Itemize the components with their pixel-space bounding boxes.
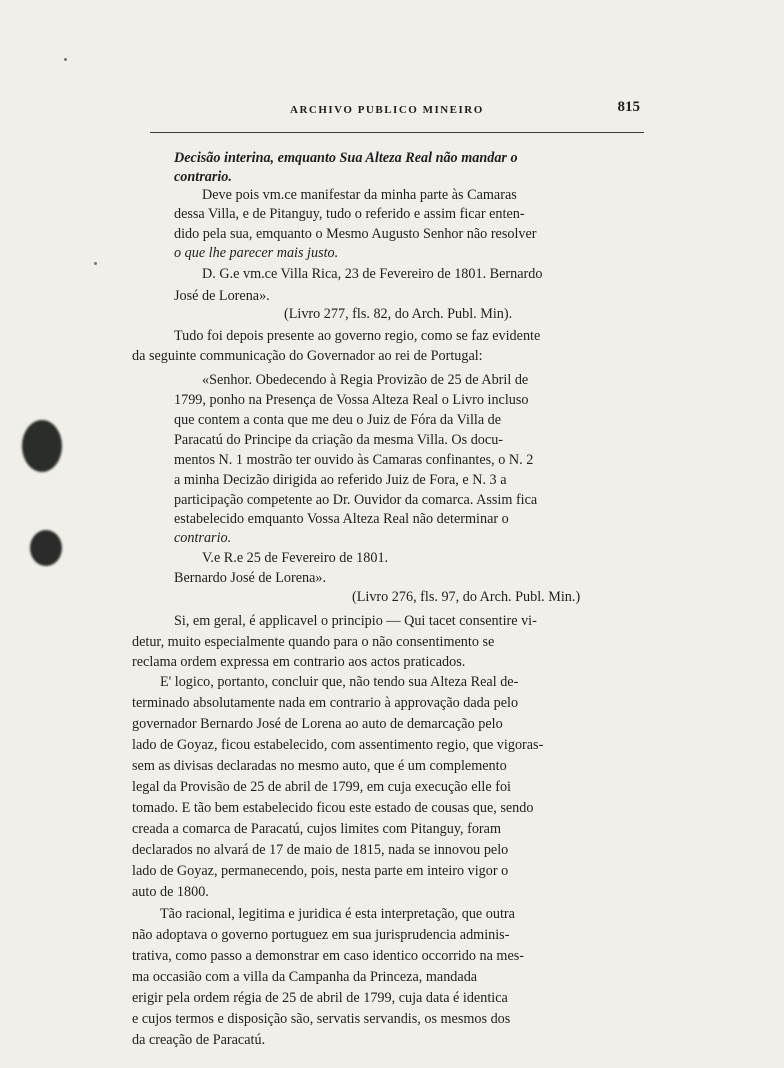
text-line: da creação de Paracatú. xyxy=(132,1032,266,1048)
text-line: auto de 1800. xyxy=(132,884,209,900)
text-line: não adoptava o governo portuguez em sua jurisprudencia adminis- xyxy=(132,927,510,943)
text-line: dessa Villa, e de Pitanguy, tudo o referido e assim ficar enten- xyxy=(174,206,525,222)
ink-blot xyxy=(22,420,62,472)
text-line: detur, muito especialmente quando para o não consentimento se xyxy=(132,634,495,650)
text-line: o que lhe parecer mais justo. xyxy=(174,245,339,261)
text-line: Tão racional, legitima e juridica é esta interpretação, que outra xyxy=(160,906,515,922)
text-line: creada a comarca de Paracatú, cujos limites com Pitanguy, foram xyxy=(132,821,501,837)
text-line: ma occasião com a villa da Campanha da Princeza, mandada xyxy=(132,969,478,985)
quote-line: «Senhor. Obedecendo à Regia Provizão de 25 de Abril de xyxy=(202,372,529,388)
quote-line: Paracatú do Principe da criação da mesma Villa. Os docu- xyxy=(174,432,504,448)
text-line: declarados no alvará de 17 de maio de 1815, nada se innovou pelo xyxy=(132,842,509,858)
text-line: lado de Goyaz, ficou estabelecido, com assentimento regio, que vigoras- xyxy=(132,737,544,753)
text-line: contrario. xyxy=(174,169,232,185)
text-line: Tudo foi depois presente ao governo regio, como se faz evidente xyxy=(174,328,541,344)
quote-line: Bernardo José de Lorena». xyxy=(174,570,327,586)
text-line: José de Lorena». xyxy=(174,288,270,304)
quote-line: participação competente ao Dr. Ouvidor da comarca. Assim fica xyxy=(174,492,538,508)
speck xyxy=(94,262,97,265)
ink-blot xyxy=(30,530,62,566)
text-line: Deve pois vm.ce manifestar da minha parte às Camaras xyxy=(202,187,517,203)
page-number: 815 xyxy=(617,99,640,115)
citation-line: (Livro 276, fls. 97, do Arch. Publ. Min.) xyxy=(352,589,581,605)
quote-line: a minha Decizão dirigida ao referido Juiz de Fora, e N. 3 a xyxy=(174,472,507,488)
quote-line: contrario. xyxy=(174,530,232,546)
quote-line: estabelecido emquanto Vossa Alteza Real não determinar o xyxy=(174,511,509,527)
text-line: sem as divisas declaradas no mesmo auto, que é um complemento xyxy=(132,758,507,774)
text-line: e cujos termos e disposição são, servatis servandis, os mesmos dos xyxy=(132,1011,511,1027)
text-line: Decisão interina, emquanto Sua Alteza Real não mandar o xyxy=(174,150,518,166)
text-line: reclama ordem expressa em contrario aos actos praticados. xyxy=(132,654,466,670)
text-line: D. G.e vm.ce Villa Rica, 23 de Fevereiro de 1801. Bernardo xyxy=(202,266,543,282)
text-line: erigir pela ordem régia de 25 de abril de 1799, cuja data é identica xyxy=(132,990,508,1006)
quote-line: 1799, ponho na Presença de Vossa Alteza Real o Livro incluso xyxy=(174,392,529,408)
citation-line: (Livro 277, fls. 82, do Arch. Publ. Min). xyxy=(284,306,513,322)
quote-line: V.e R.e 25 de Fevereiro de 1801. xyxy=(202,550,389,566)
quote-line: mentos N. 1 mostrão ter ouvido às Camaras confinantes, o N. 2 xyxy=(174,452,534,468)
text-line: trativa, como passo a demonstrar em caso identico occorrido na mes- xyxy=(132,948,524,964)
speck xyxy=(64,58,67,61)
text-line: terminado absolutamente nada em contrario à approvação dada pelo xyxy=(132,695,519,711)
text-line: tomado. E tão bem estabelecido ficou este estado de cousas que, sendo xyxy=(132,800,534,816)
text-line: dido pela sua, emquanto o Mesmo Augusto Senhor não resolver xyxy=(174,226,537,242)
quote-line: que contem a conta que me deu o Juiz de Fóra da Villa de xyxy=(174,412,502,428)
page-header xyxy=(150,96,644,133)
text-line: lado de Goyaz, permanecendo, pois, nesta parte em inteiro vigor o xyxy=(132,863,509,879)
running-title: ARCHIVO PUBLICO MINEIRO xyxy=(290,104,484,116)
text-line: governador Bernardo José de Lorena ao auto de demarcação pelo xyxy=(132,716,503,732)
text-line: Si, em geral, é applicavel o principio — Qui tacet consentire vi- xyxy=(174,613,537,629)
text-line: legal da Provisão de 25 de abril de 1799, em cuja execução elle foi xyxy=(132,779,511,795)
text-line: da seguinte communicação do Governador ao rei de Portugal: xyxy=(132,348,483,364)
text-line: E' logico, portanto, concluir que, não tendo sua Alteza Real de- xyxy=(160,674,519,690)
